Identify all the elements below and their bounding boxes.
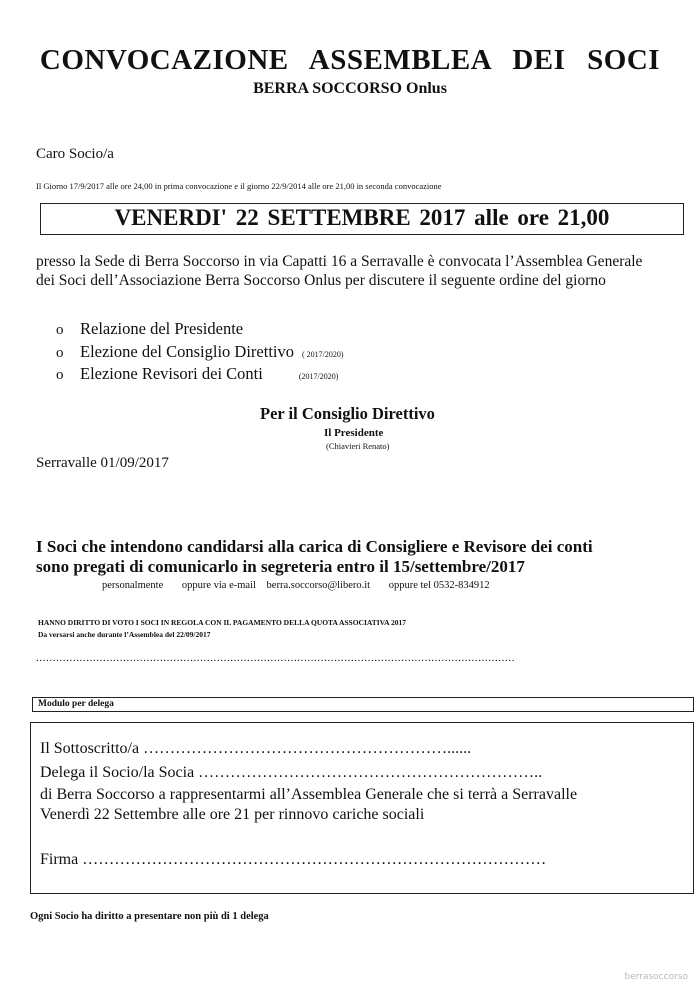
contact-phone: 0532-834912 xyxy=(433,580,490,591)
intro-line-2: dei Soci dell’Associazione Berra Soccorso Onlus per discutere il seguente ordine del giorno xyxy=(36,272,606,289)
form-undersigned-line: Il Sottoscritto/a …………………………………………………...... xyxy=(40,740,472,757)
document-title: CONVOCAZIONE ASSEMBLEA DEI SOCI xyxy=(39,44,661,76)
contact-email: berra.soccorso@libero.it xyxy=(266,580,371,591)
form-signature-line: Firma …………………………………………………………………………… xyxy=(40,851,547,868)
candidates-notice-line-1: I Soci che intendono candidarsi alla carica di Consigliere e Revisore dei conti xyxy=(36,537,593,556)
signature-role: Il Presidente xyxy=(324,427,384,439)
meeting-date-headline: VENERDI' 22 SETTEMBRE 2017 alle ore 21,00 xyxy=(114,205,610,230)
agenda-item-text: Elezione Revisori dei Conti xyxy=(80,364,263,383)
contact-email-label: oppure via e-mail xyxy=(181,580,256,591)
agenda-item-text: Relazione del Presidente xyxy=(80,319,244,338)
bullet-circle-icon: o xyxy=(56,322,64,338)
contact-line xyxy=(102,580,490,591)
organization-subtitle: BERRA SOCCORSO Onlus xyxy=(253,80,447,97)
agenda-item xyxy=(56,364,338,384)
contact-phone-label: oppure tel xyxy=(388,580,432,591)
agenda-item-period: (2017/2020) xyxy=(298,372,339,381)
delega-form-label: Modulo per delega xyxy=(38,699,114,709)
agenda-item xyxy=(56,319,243,339)
delega-header-box xyxy=(32,697,694,712)
form-text-line: di Berra Soccorso a rappresentarmi all’Assemblea Generale che si terrà a Serravalle xyxy=(40,786,578,803)
candidates-notice-line-2: sono pregati di comunicarlo in segreteria entro il 15/settembre/2017 xyxy=(36,557,525,576)
place-and-date: Serravalle 01/09/2017 xyxy=(36,455,169,471)
intro-line-1: presso la Sede di Berra Soccorso in via Capatti 16 a Serravalle è convocata l’Assemblea Generale xyxy=(36,253,643,270)
form-text-line: Venerdì 22 Settembre alle ore 21 per rinnovo cariche sociali xyxy=(40,806,425,823)
watermark: berrasoccorso xyxy=(624,972,688,982)
delega-limit-note: Ogni Socio ha diritto a presentare non più di 1 delega xyxy=(30,911,269,922)
agenda-item-period: ( 2017/2020) xyxy=(302,350,344,359)
agenda-item xyxy=(56,342,344,362)
agenda-item-text: Elezione del Consiglio Direttivo xyxy=(80,342,295,361)
greeting: Caro Socio/a xyxy=(36,146,114,162)
signature-name: (Chiavieri Renato) xyxy=(326,441,390,451)
bullet-circle-icon: o xyxy=(56,367,64,383)
cut-line-separator: ............................................................................................................................................... xyxy=(36,652,516,664)
signature-group: Per il Consiglio Direttivo xyxy=(260,404,435,423)
contact-in-person: personalmente xyxy=(102,580,164,591)
convocation-dates-note: Il Giorno 17/9/2017 alle ore 24,00 in prima convocazione e il giorno 22/9/2014 alle ore 21,00 in seconda convocazione xyxy=(36,181,442,191)
vote-rights-notice: HANNO DIRITTO DI VOTO I SOCI IN REGOLA CON IL PAGAMENTO DELLA QUOTA ASSOCIATIVA 2017 xyxy=(38,618,406,627)
vote-payment-notice: Da versarsi anche durante l’Assemblea del 22/09/2017 xyxy=(38,630,211,639)
bullet-circle-icon: o xyxy=(56,345,64,361)
form-delegate-line: Delega il Socio/la Socia ……………………………………………………….. xyxy=(40,764,543,781)
